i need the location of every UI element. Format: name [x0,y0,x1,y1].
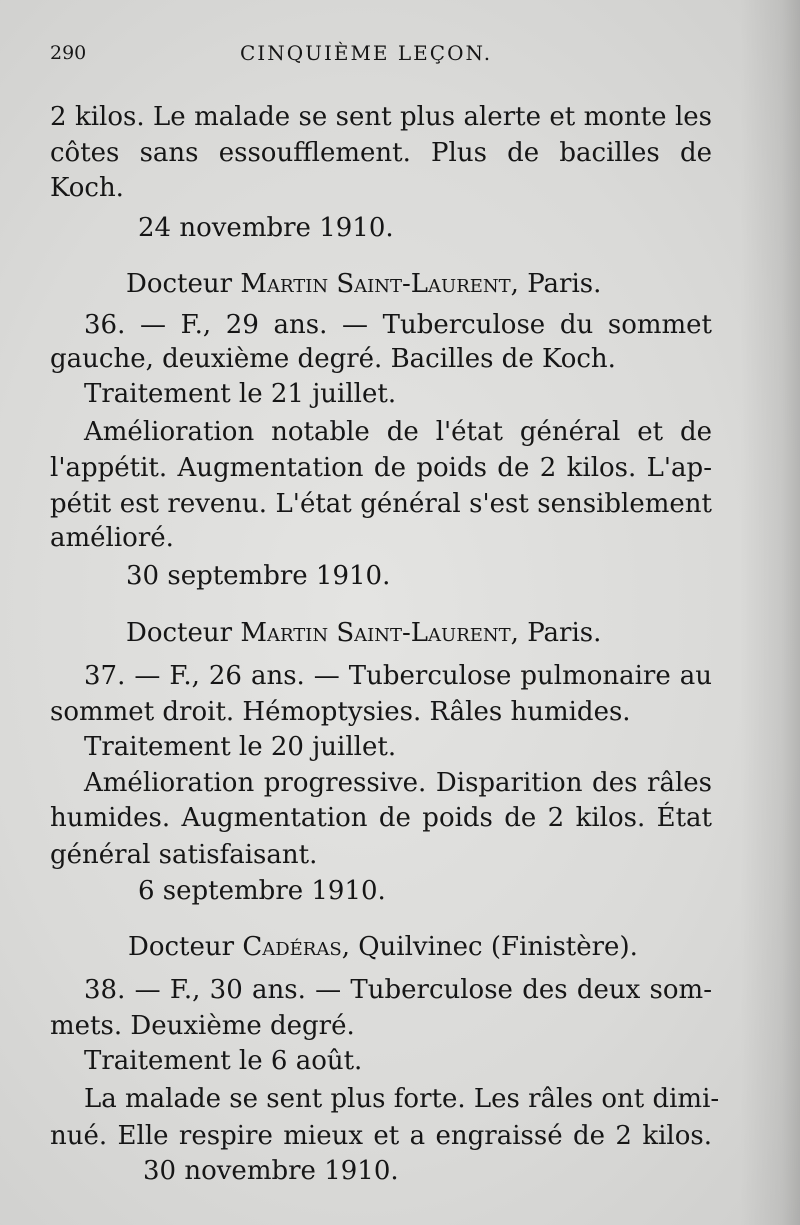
text-line: sommet droit. Hémoptysies. Râles humides. [50,697,631,727]
text-line: Amélioration progressive. Disparition des râles [84,768,712,798]
text-line: Traitement le 21 juillet. [84,379,397,409]
date-line: 24 novembre 1910. [138,213,394,243]
text-line: Koch. [50,173,124,203]
date-line: 30 septembre 1910. [126,561,391,591]
text-line: général satisfaisant. [50,840,318,870]
doctor-prefix: Docteur [126,269,233,299]
text-line: côtes sans essoufflement. Plus de bacilles de [50,138,712,168]
spine-shadow [740,0,800,1225]
doctor-heading [126,616,601,650]
doctor-name: Cadéras, [242,932,350,962]
page-header [50,38,750,68]
text-line: gauche, deuxième degré. Bacilles de Koch. [50,344,616,374]
date-line: 6 septembre 1910. [138,876,386,906]
text-line: 38. — F., 30 ans. — Tuberculose des deux som- [84,975,712,1005]
doctor-heading [126,267,601,301]
text-line: pétit est revenu. L'état général s'est sensiblement [50,489,712,519]
doctor-heading [128,930,638,964]
text-line: amélioré. [50,523,174,553]
text-line: Traitement le 6 août. [84,1046,363,1076]
doctor-name: Martin Saint-Laurent, [240,269,519,299]
text-line: mets. Deuxième degré. [50,1011,355,1041]
text-line: 37. — F., 26 ans. — Tuberculose pulmonaire au [84,661,712,691]
doctor-city: Quilvinec (Finistère). [358,932,638,962]
text-line: nué. Elle respire mieux et a engraissé de 2 kilos. [50,1121,712,1151]
text-line: Traitement le 20 juillet. [84,732,397,762]
text-line: l'appétit. Augmentation de poids de 2 kilos. L'ap- [50,453,712,483]
text-line: 2 kilos. Le malade se sent plus alerte et monte les [50,102,712,132]
doctor-prefix: Docteur [126,618,233,648]
text-line: La malade se sent plus forte. Les râles ont dimi- [84,1084,720,1114]
text-line: humides. Augmentation de poids de 2 kilos. État [50,803,712,833]
date-line: 30 novembre 1910. [143,1156,399,1186]
doctor-city: Paris. [527,618,602,648]
doctor-prefix: Docteur [128,932,235,962]
page-number: 290 [50,42,87,64]
running-title: CINQUIÈME LEÇON. [240,41,493,65]
doctor-name: Martin Saint-Laurent, [240,618,519,648]
text-line: 36. — F., 29 ans. — Tuberculose du sommet [84,310,712,340]
doctor-city: Paris. [527,269,602,299]
text-line: Amélioration notable de l'état général et de [84,417,712,447]
